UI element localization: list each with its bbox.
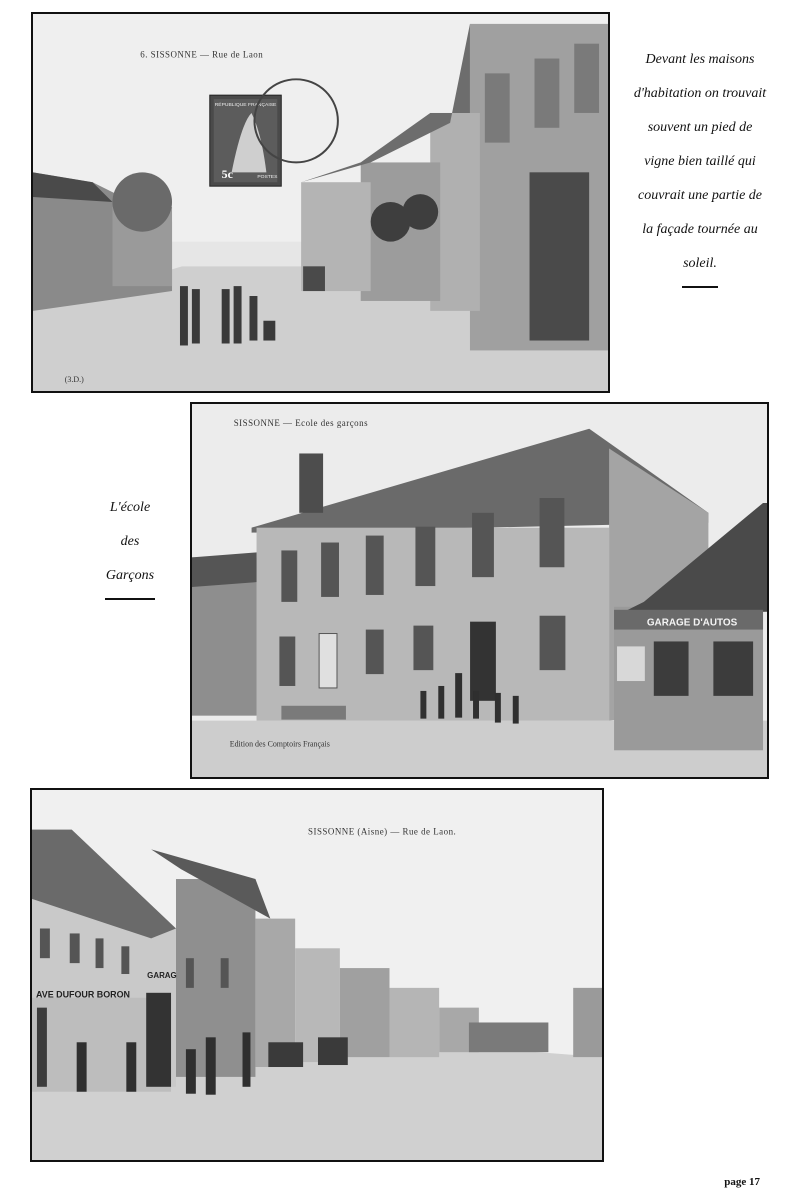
caption-school-rule [105,598,155,600]
caption-vine-rule [682,286,718,288]
page-number: page 17 [724,1176,760,1188]
caption-vine-line: la façade tournée au [642,222,758,237]
caption-school-line: des [120,534,140,549]
postcard-ecole-des-garcons [190,402,769,779]
caption-vine-line: vigne bien taillé qui [644,154,756,169]
caption-vine-line: d'habitation on trouvait [633,86,767,101]
postcard-rue-de-laon-1 [31,12,610,393]
stamp-bottom-text: POSTES [257,175,278,181]
postcard-1-publisher-mark: (3.D.) [64,375,84,385]
caption-vine-line: couvrait une partie de [637,188,763,203]
street-photo [33,14,608,391]
postcard-rue-de-laon-2 [30,788,604,1162]
caption-school [80,498,180,600]
postage-stamp [210,95,282,186]
stamp-top-text: RÉPUBLIQUE FRANÇAISE [214,103,277,109]
caption-vine [617,50,783,288]
caption-vine-line: soleil. [683,256,717,271]
street-photo-2 [32,790,602,1160]
postcard-2-publisher: Edition des Comptoirs Français [229,739,330,749]
shop-sign: AVE DUFOUR BORON [35,989,131,1000]
caption-vine-line: Devant les maisons [645,52,755,67]
garage-sign: GARAGE D'AUTOS [646,617,738,629]
school-photo [192,404,767,777]
postcard-1-title: 6. SISSONNE — Rue de Laon [140,49,264,60]
caption-vine-line: souvent un pied de [647,120,753,135]
caption-school-line: Garçons [105,568,155,583]
stamp-value: 5c [221,167,233,182]
postcard-3-title: SISSONNE (Aisne) — Rue de Laon. [308,826,457,837]
caption-school-line: L'école [109,500,151,515]
garage-sign-2: GARAG [147,970,177,980]
postcard-2-title: SISSONNE — Ecole des garçons [233,417,369,428]
